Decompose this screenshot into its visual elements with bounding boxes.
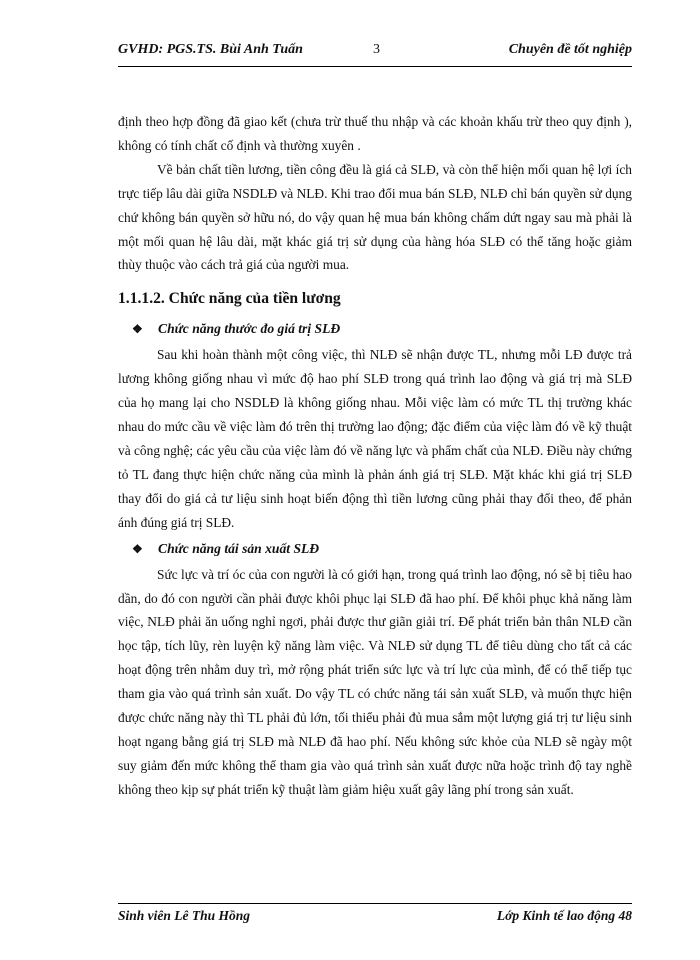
paragraph-reproduction-function: Sức lực và trí óc của con người là có giới hạn, trong quá trình lao động, nó sẽ bị tiêu hao dần, do đó con người cần phải được khôi phục lại SLĐ đã hao phí. Để khôi phục khả năng làm việc, NLĐ phải ăn uống nghỉ ngơi, phải được thư giãn giải trí. Để phát triển bản thân NLĐ cần học tập, tích lũy, rèn luyện kỹ năng làm việc. Và NLĐ sử dụng TL để tiêu dùng cho tất cả các hoạt động trên nhằm duy trì, mở rộng phát triển sức lực và trí lực của mình, để có thể tiếp tục tham gia vào quá trình sản xuất. Do vậy TL có chức năng tái sản xuất SLĐ, và muốn thực hiện được chức năng này thì TL phải đủ lớn, tối thiểu phải đủ mua sắm một lượng giá trị tư liệu sinh hoạt ngang bằng giá trị SLĐ mà NLĐ đã hao phí. Nếu không sức khỏe của NLĐ sẽ ngày một suy giảm đến mức không thể tham gia vào quá trình sản xuất được nữa hoặc trình độ tay nghề không theo kịp sự phát triển kỹ thuật làm giảm hiệu xuất gây lãng phí trong sản xuất. [118, 566, 632, 797]
bullet-heading-measure [132, 317, 632, 341]
supervisor-label: GVHD: PGS.TS. Bùi Anh Tuấn [118, 42, 303, 57]
student-name: Sinh viên Lê Thu Hồng [118, 908, 251, 923]
section-heading: 1.1.1.2. Chức năng của tiền lương [118, 290, 341, 308]
bullet-heading-reproduction [132, 537, 632, 561]
page-header [118, 40, 632, 67]
diamond-bullet-icon: ❖ [132, 541, 143, 556]
paragraph-continuation: định theo hợp đồng đã giao kết (chưa trừ thuế thu nhập và các khoản khấu trừ theo quy định ), không có tính chất cố định và thường xuyên . [118, 114, 632, 153]
paragraph-measure-function: Sau khi hoàn thành một công việc, thì NLĐ sẽ nhận được TL, nhưng mỗi LĐ được trả lương không giống nhau vì mức độ hao phí SLĐ trong quá trình lao động và giá trị mà SLĐ của họ mang lại cho NSDLĐ là không giống nhau. Mỗi việc làm có mức TL thị trường khác nhau do mức cầu về việc làm đó trên thị trường lao động; đặc điểm của việc làm đó về kỹ thuật và công nghệ; các yêu cầu của việc làm đó về năng lực và phẩm chất của NLĐ. Điều này chứng tỏ TL đang thực hiện chức năng của mình là phản ánh giá trị SLĐ. Mặt khác khi giá trị SLĐ thay đổi do giá cả tư liệu sinh hoạt biến động thì tiền lương cũng phải thay đổi theo, để phản ánh đúng giá trị SLĐ. [118, 347, 632, 530]
paragraph-wage-nature: Về bản chất tiền lương, tiền công đều là giá cả SLĐ, và còn thể hiện mối quan hệ lợi ích trực tiếp lâu dài giữa NSDLĐ và NLĐ. Khi trao đổi mua bán SLĐ, NLĐ chỉ bán quyền sử dụng chứ không bán quyền sở hữu nó, do vậy quan hệ mua bán không chấm dứt ngay sau mà phải là một mối quan hệ lâu dài, mặt khác giá trị sử dụng của hàng hóa SLĐ có thể tăng hoặc giảm thùy thuộc vào cách trả giá của người mua. [118, 161, 632, 273]
page-body [118, 110, 632, 802]
bullet-heading-text: Chức năng tái sản xuất SLĐ [158, 540, 320, 556]
class-name: Lớp Kinh tế lao động 48 [496, 908, 632, 923]
diamond-bullet-icon: ❖ [132, 322, 143, 337]
page-number: 3 [373, 42, 380, 57]
bullet-heading-text: Chức năng thước đo giá trị SLĐ [158, 321, 341, 337]
page-footer [118, 903, 632, 926]
document-title: Chuyên đề tốt nghiệp [508, 42, 632, 57]
